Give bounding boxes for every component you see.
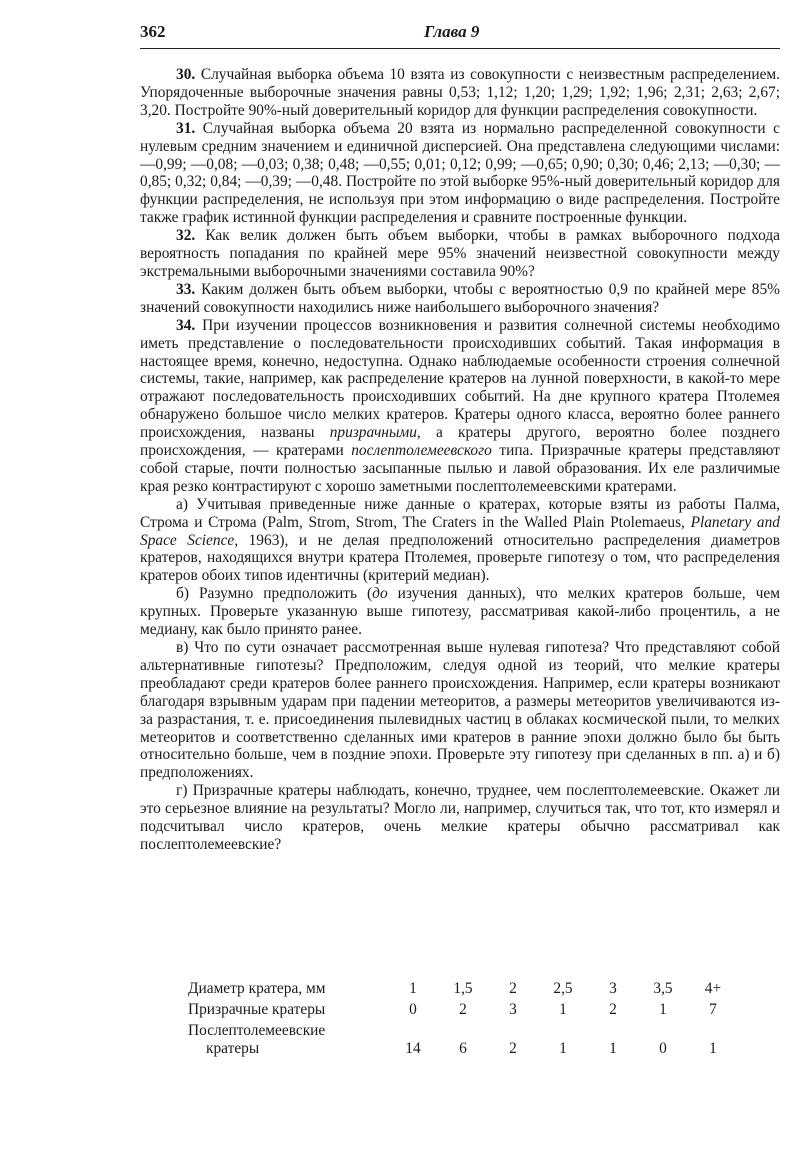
table-cell: 2	[509, 1040, 517, 1057]
table-cell: 0	[659, 1040, 667, 1057]
table-cell: 7	[709, 1001, 717, 1018]
table-cell: 1	[409, 980, 417, 997]
table-row-diameter	[188, 980, 738, 1001]
chapter-title: Глава 9	[424, 22, 480, 41]
problem-34: 34. При изучении процессов возникновения и развития солнечной системы необходимо иметь представление о последовательности происходивших событий. Такая информация в настоящее время, конечно, недоступна. Однако наблюдаемые особенности строения солнечной системы, такие, например, как распределение кратеров на лунной поверхности, в какой-то мере отражают последовательность происходивших событий. На дне крупного кратера Птолемея обнаружено большое число мелких кратеров. Кратеры одного класса, вероятно более раннего происхождения, названы призрачными, а кратеры другого, вероятно более позднего происхождения, — кратерами послептолемеевского типа. Призрачные кратеры представляют собой старые, почти полностью засыпанные пылью и лавой образования. Их еле различимые края резко контрастируют с хорошо заметными послептолемеевскими кратерами.	[140, 316, 781, 495]
table-cell: 1	[559, 1001, 567, 1018]
header-rule	[140, 48, 780, 49]
table-cell: 2	[609, 1001, 617, 1018]
term-post-ptolemaic: послептолемеевского	[351, 442, 492, 460]
table-cell: 2	[509, 980, 517, 997]
problem-34-part-b: б) Разумно предположить (до изучения данных), что мелких кратеров больше, чем крупных. Проверьте указанную выше гипотезу, рассматривая какой-либо процентиль, а не медиану, как было принято ранее.	[140, 585, 780, 639]
row-label: Послептолемеевские кратеры	[188, 1022, 326, 1057]
page-number: 362	[140, 22, 166, 41]
table-cell: 2,5	[553, 980, 573, 997]
table-cell: 14	[405, 1040, 421, 1057]
table-cell: 3,5	[653, 980, 673, 997]
table-cell: 4+	[704, 980, 722, 997]
table-cell: 3	[509, 1001, 517, 1018]
crater-data-table	[188, 980, 738, 1061]
table-row-post-ptolemaic	[188, 1022, 738, 1061]
journal-title: Planetary and Space Science	[140, 513, 780, 549]
page-header	[140, 22, 780, 46]
table-cell: 1	[559, 1040, 567, 1057]
row-label: Призрачные кратеры	[188, 1001, 326, 1018]
problem-34-part-a: а) Учитывая приведенные ниже данные о кратерах, которые взяты из работы Палма, Строма и Строма (Palm, Strom, Strom, The Craters in the Walled Plain Ptolemaeus, Planetary and Space Science, 1963), и не делая предположений относительно распределения диаметров кратеров, находящихся внутри кратера Птолемея, проверьте гипотезу о том, что распределения кратеров обоих типов идентичны (критерий медиан).	[140, 495, 780, 585]
table-cell: 1	[609, 1040, 617, 1057]
table-cell: 6	[459, 1040, 467, 1057]
row-label: Диаметр кратера, мм	[188, 980, 326, 997]
problem-31: 31. Случайная выборка объема 20 взята из нормально распределенной совокупности с нулевым средним значением и единичной дисперсией. Она представлена следующими числами: —0,99; —0,08; —0,03; 0,38; 0,48; —0,55; 0,01; 0,12; 0,99; —0,65; 0,90; 0,30; 0,46; 2,13; —0,30; —0,85; 0,32; 0,84; —0,39; —0,48. Постройте по этой выборке 95%-ный доверительный коридор для функции распределения, не используя при этом информацию о виде распределения. Постройте также график истинной функции распределения и сравните построенные функции.	[140, 119, 780, 227]
problem-30: 30. Случайная выборка объема 10 взята из совокупности с неизвестным распределением. Упорядоченные выборочные значения равны 0,53; 1,12; 1,20; 1,29; 1,92; 1,96; 2,31; 2,63; 2,67; 3,20. Постройте 90%-ный доверительный коридор для функции распределения совокупности.	[140, 66, 780, 119]
term-ghost-craters: призрачными	[329, 424, 417, 442]
problem-34-part-d: г) Призрачные кратеры наблюдать, конечно, труднее, чем послептолемеевские. Окажет ли это серьезное влияние на результаты? Могло ли, например, случиться так, что тот, кто измерял и подсчитывал число кратеров, очень мелкие кратеры обычно рассматривал как послептолемеевские?	[140, 782, 780, 853]
table-cell: 1	[709, 1040, 717, 1057]
table-cell: 1,5	[453, 980, 473, 997]
table-cell: 0	[409, 1001, 417, 1018]
table-cell: 3	[609, 980, 617, 997]
table-row-ghost	[188, 1001, 738, 1022]
problem-34-part-c: в) Что по сути означает рассмотренная выше нулевая гипотеза? Что представляют собой альтернативные гипотезы? Предположим, следуя одной из теорий, что мелкие кратеры преобладают среди кратеров более раннего происхождения. Например, если кратеры возникают благодаря взрывным ударам при падении метеоритов, а размеры метеоритов увеличиваются из-за разрастания, т. е. присоединения пылевидных частиц в облаках космической пыли, то мелких метеоритов и соответственно сделанных ими кратеров в ранние эпохи должно было бы быть относительно больше, чем в поздние эпохи. Проверьте эту гипотезу при сделанных в пп. а) и б) предположениях.	[140, 639, 780, 782]
problem-33: 33. Каким должен быть объем выборки, чтобы с вероятностью 0,9 по крайней мере 85% значений совокупности находились ниже наибольшего выборочного значения?	[140, 280, 780, 316]
table-cell: 2	[459, 1001, 467, 1018]
problem-32: 32. Как велик должен быть объем выборки, чтобы в рамках выборочного подхода вероятность попадания по крайней мере 95% значений неизвестной совокупности между экстремальными выборочными значениями составила 90%?	[140, 227, 780, 280]
page-body	[140, 66, 780, 854]
table-cell: 1	[659, 1001, 667, 1018]
